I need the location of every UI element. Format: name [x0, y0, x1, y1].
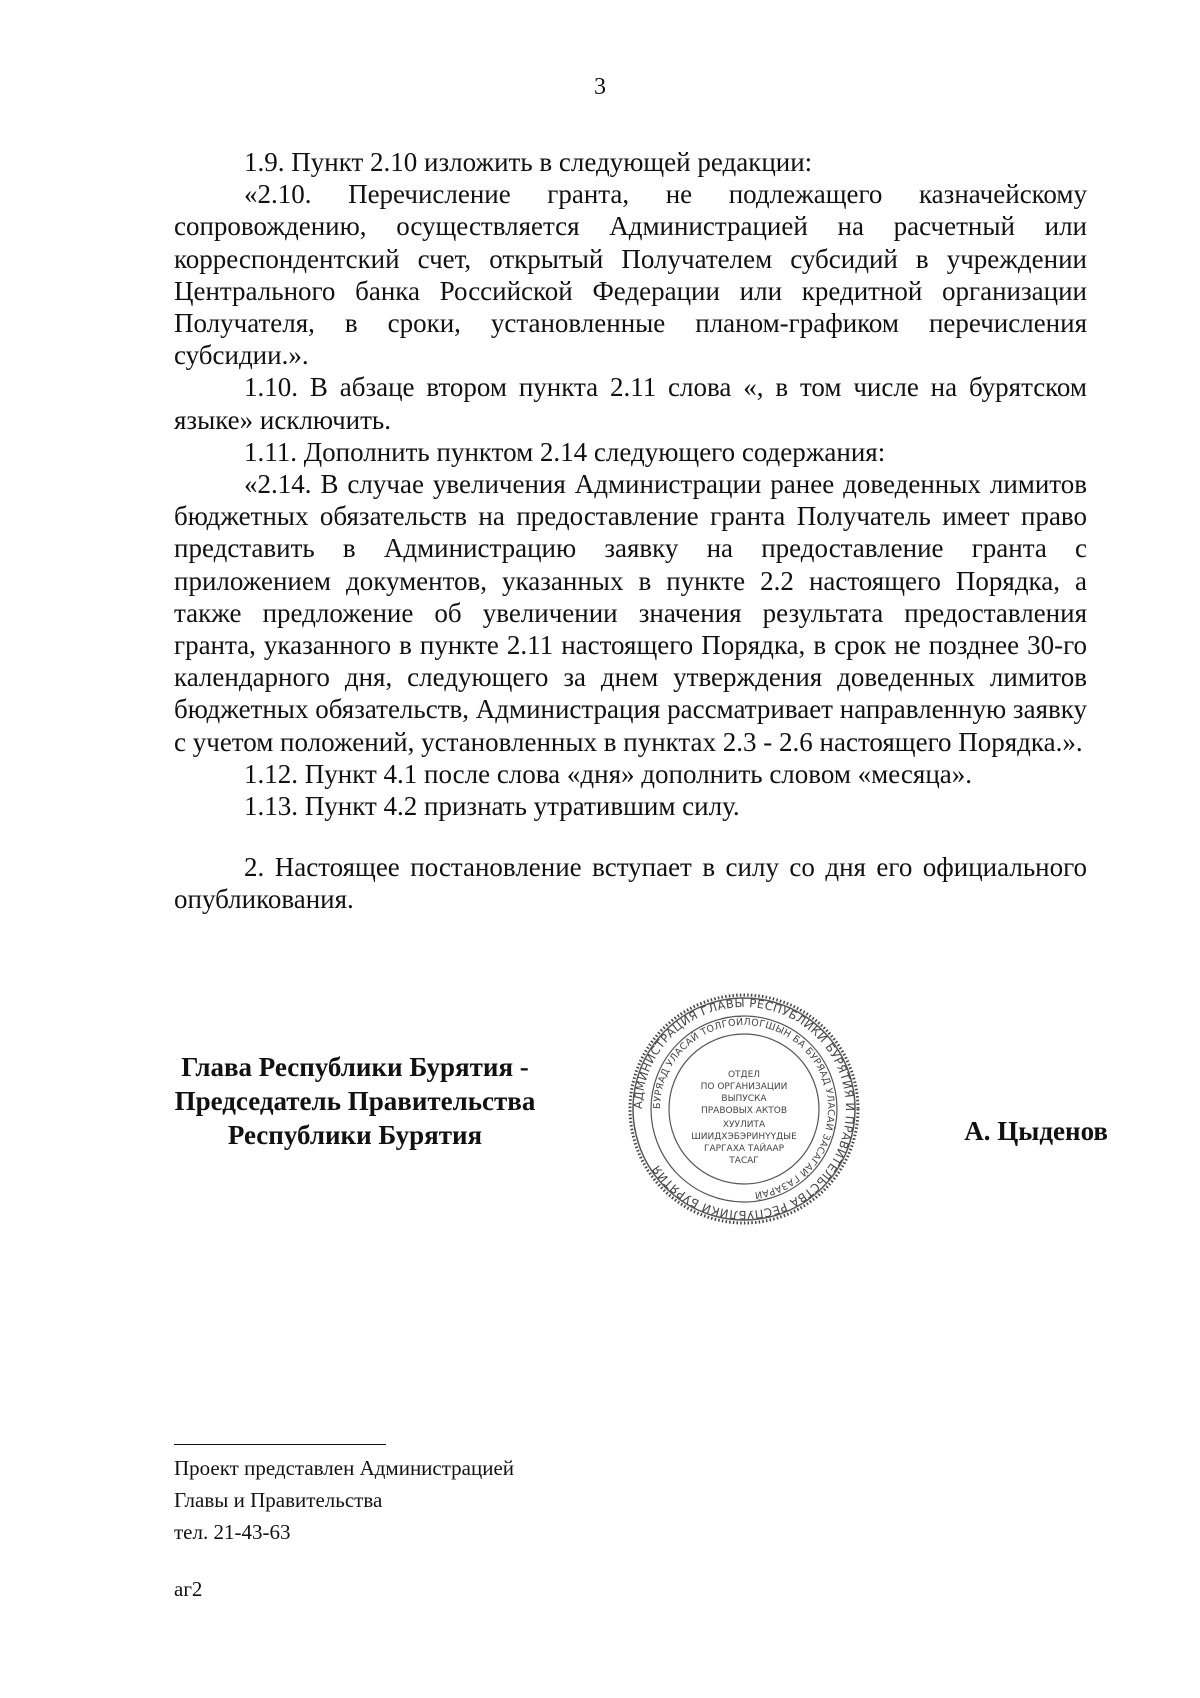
footer-line: Главы и Правительства: [174, 1488, 383, 1512]
seal-center-line: ОТДЕЛ: [727, 1070, 761, 1080]
signatory-title-line: Республики Бурятия: [227, 1120, 483, 1150]
footer-note: [174, 1452, 514, 1548]
paragraph-2-10-text: «2.10. Перечисление гранта, не подлежащего казначейскому сопровождению, осуществляется Администрацией на расчетный или корреспондентский счет, открытый Получателем субсидий в учреждении Центрального банка Российской Федерации или кредитной организации Получателя, в сроки, установленные планом-графиком перечисления субсидии.».: [174, 179, 1087, 371]
paragraph-1-11: 1.11. Дополнить пунктом 2.14 следующего содержания:: [244, 436, 886, 467]
seal-center-line: ТАСАГ: [729, 1156, 759, 1166]
document-code: аг2: [174, 1577, 203, 1601]
official-seal: [628, 993, 860, 1225]
page-number: 3: [594, 74, 606, 100]
paragraph-2: 2. Настоящее постановление вступает в силу со дня его официального опубликования.: [174, 852, 1087, 915]
paragraph-1-13: 1.13. Пункт 4.2 признать утратившим силу.: [244, 791, 740, 822]
signatory-title-line: Председатель Правительства: [174, 1086, 536, 1116]
seal-center-line: ХУУЛИТА: [722, 1120, 766, 1130]
seal-inner-ring-text: БУРЯАД УЛАСАЙ ТОЛГОЙЛОГШЫН БА БУРЯАД УЛАСАЙ ЗАСАГАЙ ГАЗАРАЙ: [651, 1016, 837, 1201]
paragraph-1-9: 1.9. Пункт 2.10 изложить в следующей редакции:: [244, 147, 813, 177]
footer-divider: [174, 1444, 386, 1445]
seal-center-line: ПО ОРГАНИЗАЦИИ: [700, 1082, 788, 1092]
paragraph-2-14-text: «2.14. В случае увеличения Администрации ранее доведенных лимитов бюджетных обязательств на предоставление гранта Получатель имеет право представить в Администрацию заявку на предоставление гранта с приложением документов, указанных в пункте 2.2 настоящего Порядка, а также предложение об увеличении значения результата предоставления гранта, указанного в пункте 2.11 настоящего Порядка, в срок не позднее 30-го календарного дня, следующего за днем утверждения доведенных лимитов бюджетных обязательств, Администрация рассматривает направленную заявку с учетом положений, установленных в пунктах 2.3 - 2.6 настоящего Порядка.».: [174, 469, 1087, 757]
paragraph-1-10: 1.10. В абзаце втором пункта 2.11 слова «, в том числе на бурятском языке» исключить.: [174, 372, 1087, 435]
seal-center-line: ВЫПУСКА: [721, 1094, 767, 1104]
footer-line: тел. 21-43-63: [174, 1520, 291, 1544]
seal-center-line: ГАРГАХА ТАЙААР: [703, 1144, 785, 1154]
paragraph-1-12: 1.12. Пункт 4.1 после слова «дня» дополнить словом «месяца».: [244, 758, 972, 789]
seal-center-line: ПРАВОВЫХ АКТОВ: [700, 1106, 788, 1116]
footer-line: Проект представлен Администрацией: [174, 1456, 515, 1480]
signatory-title: [140, 1050, 570, 1152]
signatory-name: А. Цыденов: [964, 1116, 1108, 1146]
seal-center-line: ШИИДХЭБЭРИНҮҮДЫЕ: [691, 1132, 797, 1142]
signatory-title-line: Глава Республики Бурятия -: [181, 1052, 529, 1082]
document-body: [174, 146, 1087, 916]
seal-outer-ring-text: АДМИНИСТРАЦИЯ ГЛАВЫ РЕСПУБЛИКИ БУРЯТИЯ И ПРАВИТЕЛЬСТВА РЕСПУБЛИКИ БУРЯТИЯ: [630, 995, 858, 1223]
